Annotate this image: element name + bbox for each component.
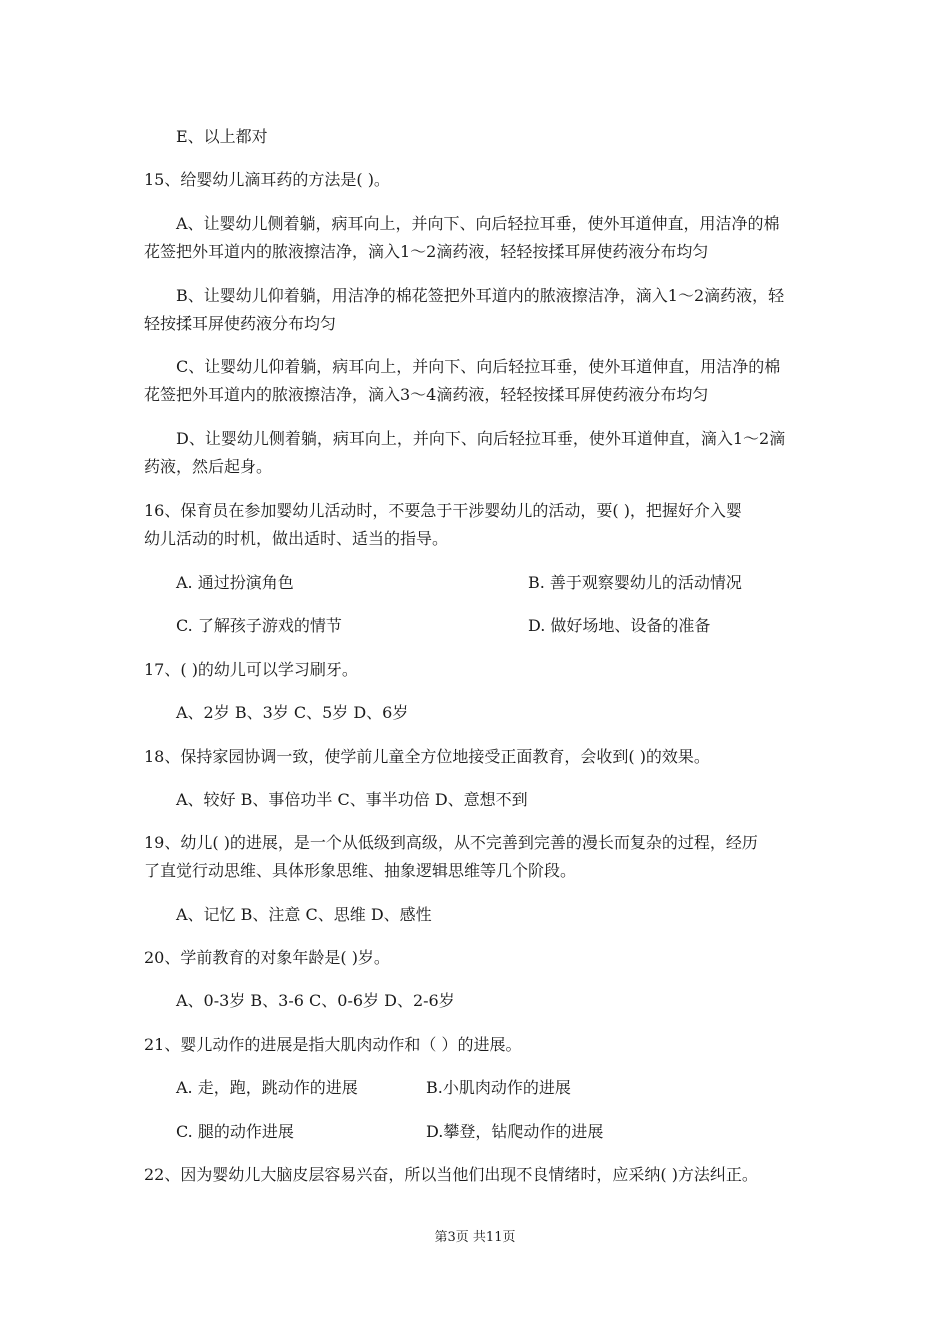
question-22: 22、因为婴幼儿大脑皮层容易兴奋，所以当他们出现不良情绪时，应采纳( )方法纠正。	[144, 1165, 758, 1184]
option-16b: B. 善于观察婴幼儿的活动情况	[528, 573, 742, 592]
option-15b-line1: B、让婴幼儿仰着躺，用洁净的棉花签把外耳道内的脓液擦洁净，滴入1～2滴药液，轻	[176, 286, 785, 305]
option-21b: B.小肌肉动作的进展	[426, 1078, 571, 1097]
option-15a-line1: A、让婴幼儿侧着躺，病耳向上，并向下、向后轻拉耳垂，使外耳道伸直，用洁净的棉	[176, 214, 780, 233]
options-18: A、较好 B、事倍功半 C、事半功倍 D、意想不到	[176, 790, 528, 809]
option-21c: C. 腿的动作进展	[176, 1122, 294, 1141]
options-19: A、记忆 B、注意 C、思维 D、感性	[176, 905, 432, 924]
page-footer: 第3页 共11页	[434, 1230, 516, 1245]
options-17: A、2岁 B、3岁 C、5岁 D、6岁	[176, 703, 409, 722]
question-16-line2: 幼儿活动的时机，做出适时、适当的指导。	[144, 529, 449, 548]
options-20: A、0-3岁 B、3-6 C、0-6岁 D、2-6岁	[176, 991, 455, 1010]
option-15b-line2: 轻按揉耳屏使药液分布均匀	[144, 314, 337, 333]
option-15d-line2: 药液，然后起身。	[144, 457, 273, 476]
question-21: 21、婴儿动作的进展是指大肌肉动作和（ ）的进展。	[144, 1035, 522, 1054]
question-16-line1: 16、保育员在参加婴幼儿活动时，不要急于干涉婴幼儿的活动，要( )，把握好介入婴	[144, 501, 742, 520]
question-19-line1: 19、幼儿( )的进展，是一个从低级到高级，从不完善到完善的漫长而复杂的过程，经历	[144, 833, 758, 852]
option-15a-line2: 花签把外耳道内的脓液擦洁净，滴入1～2滴药液，轻轻按揉耳屏使药液分布均匀	[144, 242, 709, 261]
option-15c-line1: C、让婴幼儿仰着躺，病耳向上，并向下、向后轻拉耳垂，使外耳道伸直，用洁净的棉	[176, 357, 781, 376]
question-20: 20、学前教育的对象年龄是( )岁。	[144, 948, 390, 967]
question-19-line2: 了直觉行动思维、具体形象思维、抽象逻辑思维等几个阶段。	[144, 861, 577, 880]
question-15: 15、给婴幼儿滴耳药的方法是( )。	[144, 170, 390, 189]
option-16d: D. 做好场地、设备的准备	[528, 616, 711, 635]
option-16c: C. 了解孩子游戏的情节	[176, 616, 342, 635]
option-16a: A. 通过扮演角色	[176, 573, 294, 592]
question-17: 17、( )的幼儿可以学习刷牙。	[144, 660, 358, 679]
option-21d: D.攀登，钻爬动作的进展	[426, 1122, 604, 1141]
option-15c-line2: 花签把外耳道内的脓液擦洁净，滴入3～4滴药液，轻轻按揉耳屏使药液分布均匀	[144, 385, 709, 404]
option-15d-line1: D、让婴幼儿侧着躺，病耳向上，并向下、向后轻拉耳垂，使外耳道伸直，滴入1～2滴	[176, 429, 786, 448]
option-21a: A. 走，跑，跳动作的进展	[176, 1078, 358, 1097]
option-14e: E、以上都对	[176, 127, 268, 146]
question-18: 18、保持家园协调一致，使学前儿童全方位地接受正面教育，会收到( )的效果。	[144, 747, 710, 766]
